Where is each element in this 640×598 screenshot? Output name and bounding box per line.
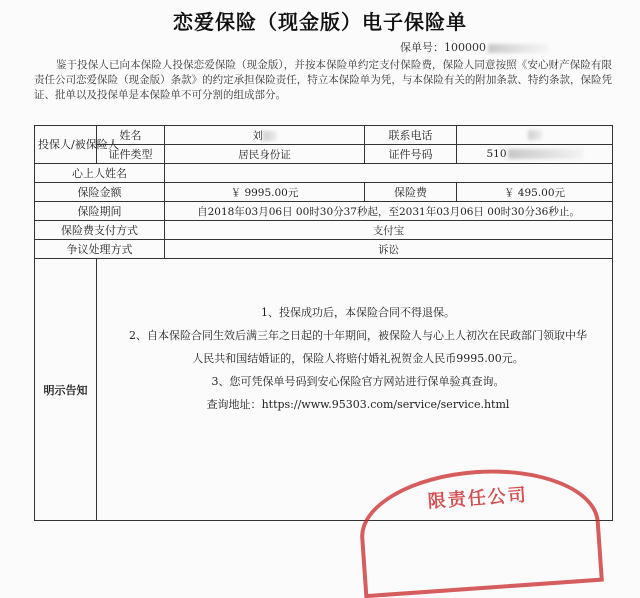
redacted-blur xyxy=(263,131,277,141)
redacted-blur xyxy=(488,44,548,53)
query-label: 查询地址： xyxy=(206,398,262,411)
name-value xyxy=(165,126,365,145)
phone-value xyxy=(457,126,613,145)
id-type-label: 证件类型 xyxy=(97,145,165,164)
period-label: 保险期间 xyxy=(35,202,165,221)
table-row xyxy=(35,126,613,145)
policy-number xyxy=(400,39,548,55)
sum-insured-value: ￥ 9995.00元 xyxy=(165,183,365,202)
period-value: 自2018年03月06日 00时30分37秒起，至2031年03月06日 00时30分36秒止。 xyxy=(165,202,613,221)
notice-label: 明示告知 xyxy=(35,259,97,521)
intro-paragraph: 鉴于投保人已向本保险人投保恋爱保险（现金版），并按本保险单约定支付保险费，保险人同意按照《安心财产保险有限责任公司恋爱保险（现金版）条款》的约定承担保险责任，特立本保险单为凭，与本保险有关的附加条款、特约条款，保险凭证、批单以及投保单是本保险单不可分割的组成部分。 xyxy=(34,59,612,102)
dispute-label: 争议处理方式 xyxy=(35,240,165,259)
policy-table xyxy=(34,125,613,521)
table-row xyxy=(35,240,613,259)
table-row xyxy=(35,202,613,221)
redacted-blur xyxy=(508,149,583,159)
id-type-value: 居民身份证 xyxy=(165,145,365,164)
query-url[interactable]: https://www.95303.com/service/service.html xyxy=(261,398,510,411)
notice-item: 1、投保成功后，本保险合同不得退保。 xyxy=(261,306,455,319)
redacted-blur xyxy=(528,130,542,140)
partner-name-value xyxy=(165,164,613,183)
notice-item: 3、您可凭保单号码到安心保险官方网站进行保单验真查询。 xyxy=(211,375,505,388)
policy-number-label: 保单号：100000 xyxy=(400,41,486,54)
document-title: 恋爱保险（现金版）电子保险单 xyxy=(173,10,467,34)
premium-value: ￥ 495.00元 xyxy=(457,183,613,202)
name-text: 刘 xyxy=(252,129,263,142)
dispute-value: 诉讼 xyxy=(165,240,613,259)
name-label: 姓名 xyxy=(97,126,165,145)
notice-item: 2、自本保险合同生效后满三年之日起的十年期间，被保险人与心上人初次在民政部门领取中华 xyxy=(129,329,587,342)
query-address xyxy=(123,393,593,416)
payment-value: 支付宝 xyxy=(165,221,613,240)
sum-insured-label: 保险金额 xyxy=(35,183,165,202)
notice-list xyxy=(123,301,593,416)
table-row xyxy=(35,164,613,183)
id-no-label: 证件号码 xyxy=(365,145,457,164)
company-seal: 限责任公司 xyxy=(356,462,604,598)
table-row xyxy=(35,221,613,240)
table-row xyxy=(35,145,613,164)
id-no-value xyxy=(457,145,613,164)
premium-label: 保险费 xyxy=(365,183,457,202)
payment-label: 保险费支付方式 xyxy=(35,221,165,240)
applicant-insured-label: 投保人/被保险人 xyxy=(35,126,97,164)
table-row xyxy=(35,183,613,202)
phone-label: 联系电话 xyxy=(365,126,457,145)
partner-name-label: 心上人姓名 xyxy=(35,164,165,183)
notice-item-continued: 人民共和国结婚证的，保险人将赔付婚礼祝贺金人民币9995.00元。 xyxy=(192,352,524,365)
id-no-text: 510 xyxy=(486,148,507,160)
